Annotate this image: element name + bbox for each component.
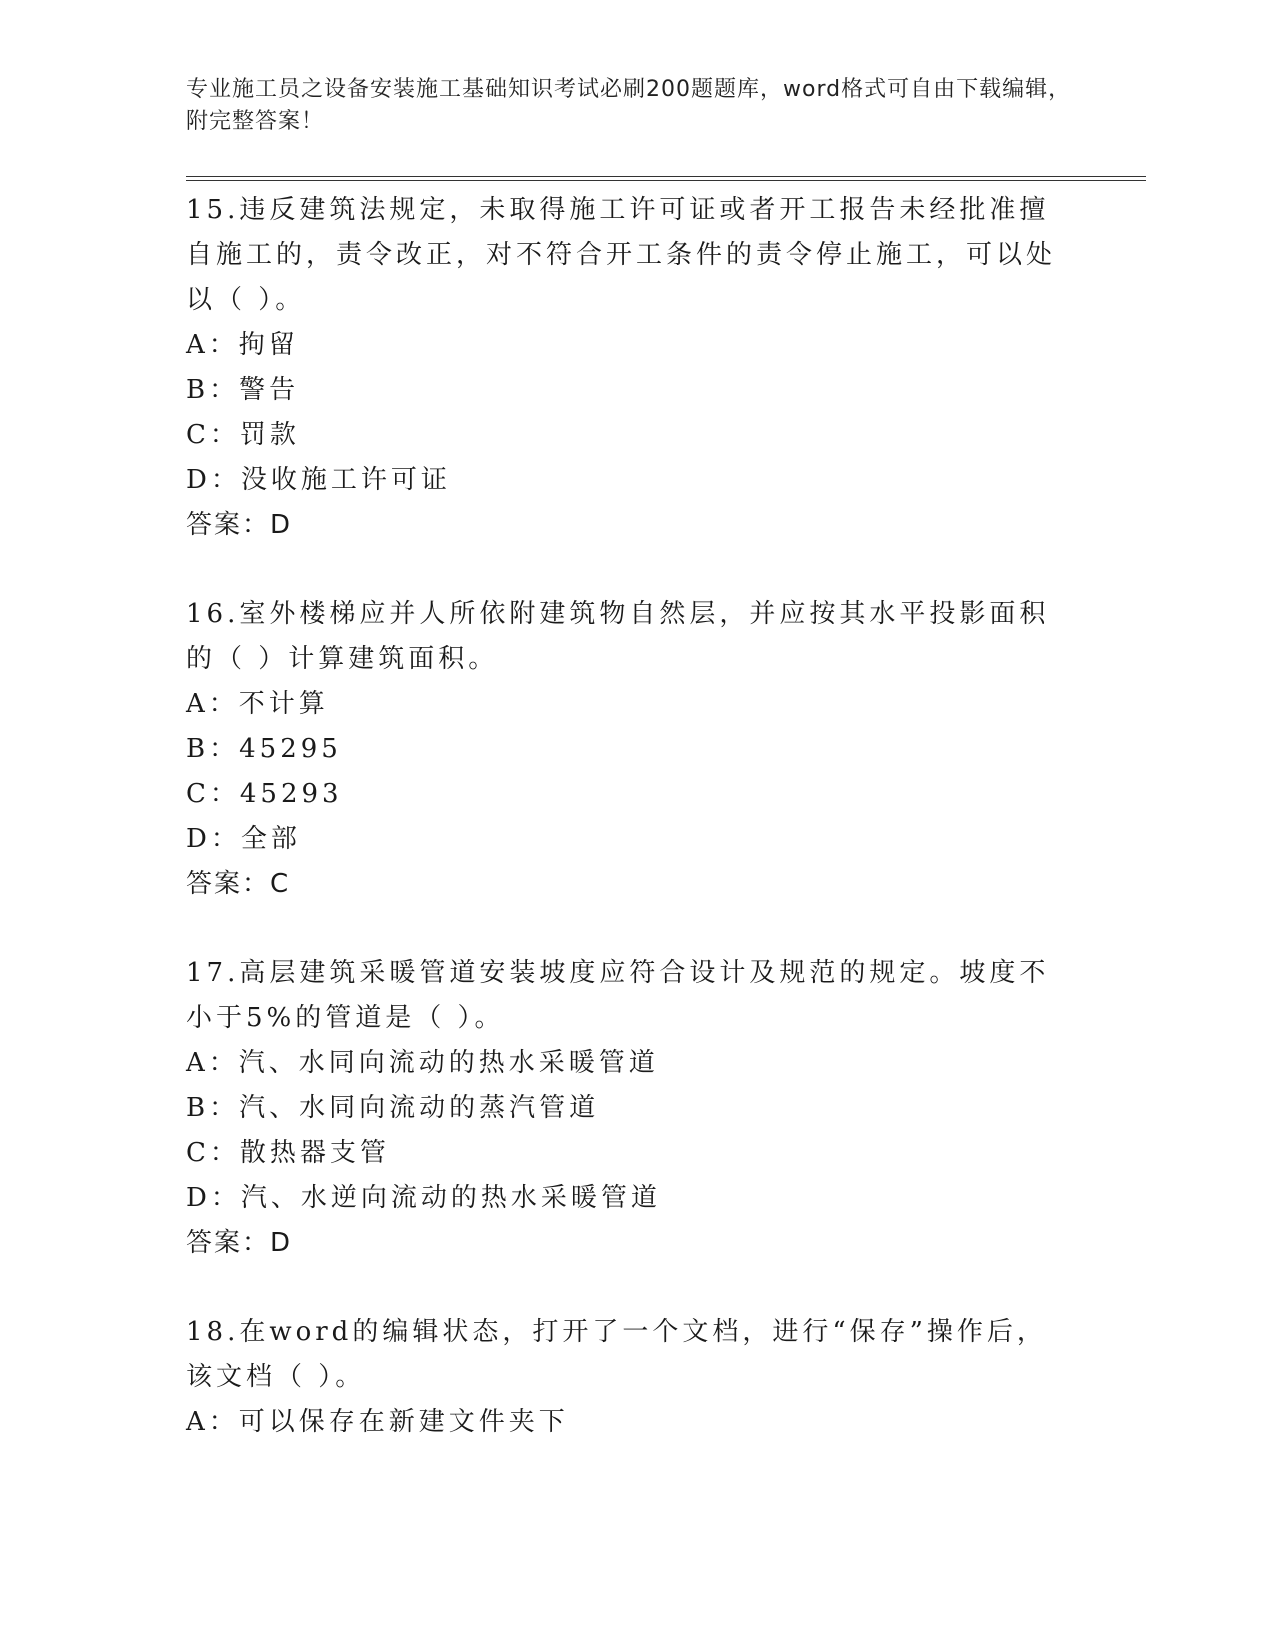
answer: 答案：C — [186, 869, 291, 899]
question-17 — [186, 951, 1076, 1266]
question-text: 16.室外楼梯应并人所依附建筑物自然层，并应按其水平投影面积的（ ）计算建筑面积。 — [186, 599, 1050, 674]
option-a: A：拘留 — [186, 330, 299, 360]
option-d: D：汽、水逆向流动的热水采暖管道 — [186, 1183, 661, 1213]
header-divider — [186, 176, 1146, 181]
option-a: A：汽、水同向流动的热水采暖管道 — [186, 1048, 659, 1078]
option-b: B：警告 — [186, 375, 300, 405]
question-text: 18.在word的编辑状态，打开了一个文档，进行“保存”操作后，该文档（ ）。 — [186, 1317, 1047, 1392]
option-d: D：全部 — [186, 824, 301, 854]
question-list — [186, 188, 1076, 1445]
page-header — [186, 74, 1086, 138]
answer: 答案：D — [186, 510, 293, 540]
option-a: A：不计算 — [186, 689, 329, 719]
option-b: B：45295 — [186, 734, 342, 764]
option-b: B：汽、水同向流动的蒸汽管道 — [186, 1093, 600, 1123]
question-text: 15.违反建筑法规定，未取得施工许可证或者开工报告未经批准擅自施工的，责令改正，对不符合开工条件的责令停止施工，可以处以（ ）。 — [186, 195, 1057, 315]
document-title: 专业施工员之设备安装施工基础知识考试必刷200题题库，word格式可自由下载编辑，附完整答案！ — [186, 77, 1072, 134]
question-text: 17.高层建筑采暖管道安装坡度应符合设计及规范的规定。坡度不小于5%的管道是（ ）。 — [186, 958, 1050, 1033]
option-c: C：罚款 — [186, 420, 300, 450]
option-d: D：没收施工许可证 — [186, 465, 451, 495]
question-15 — [186, 188, 1076, 548]
question-18 — [186, 1310, 1076, 1445]
question-16 — [186, 592, 1076, 907]
answer: 答案：D — [186, 1228, 293, 1258]
option-c: C：散热器支管 — [186, 1138, 390, 1168]
option-a: A：可以保存在新建文件夹下 — [186, 1407, 569, 1437]
option-c: C：45293 — [186, 779, 343, 809]
